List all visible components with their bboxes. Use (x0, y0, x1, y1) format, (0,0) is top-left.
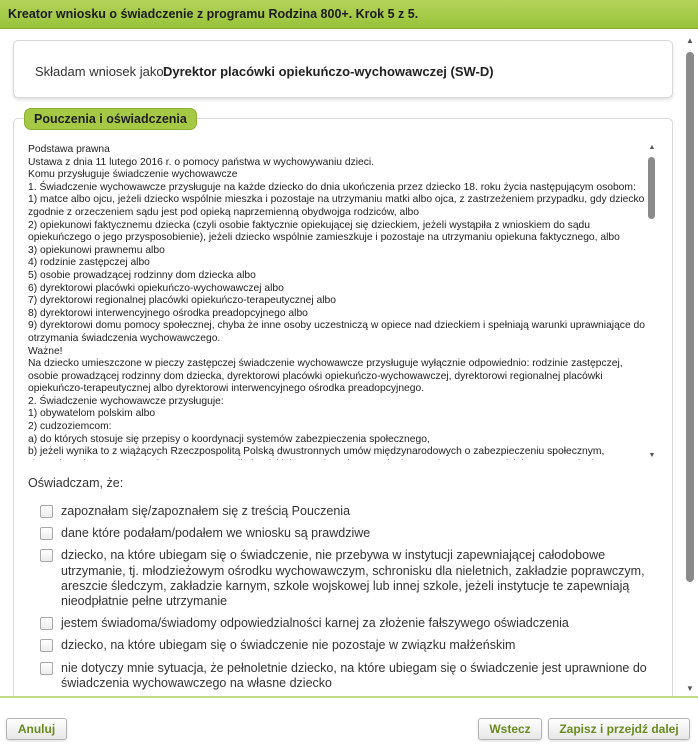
notice-line: 1. Świadczenie wychowawcze przysługuje na każde dziecko do dnia ukończenia przez dziecko 18. roku życia następującym osobom: (28, 181, 636, 193)
notice-line: Na dziecko umieszczone w pieczy zastępczej świadczenie wychowawcze przysługuje wyłącznie odpowiednio: rodzinie zastępczej, osobie prowadzącej rodzinny dom dziecka, dyrektorowi placówki opiekuńczo-wychowawczej, dyrektorowi regionalnej placówki opiekuńczo-terapeutycznej albo dyrektorowi interwencyjnego ośrodka preadopcyjnego. (28, 358, 626, 395)
declaration-checkbox[interactable] (40, 662, 53, 675)
scroll-down-icon[interactable]: ▼ (686, 684, 694, 693)
notice-line: b) jeżeli wynika to z wiążących Rzeczpospolitą Polską dwustronnych umów międzynarodowych o zabezpieczeniu społecznym, (28, 446, 605, 458)
notice-line: 2) opiekunowi faktycznemu dziecka (czyli osobie faktycznie opiekującej się dzieckiem, jeżeli wystąpiła z wnioskiem do sądu opiekuńczego o jego przysposobienie), jeżeli dziecko wspólnie zamieszkuje i pozostaje na utrzymaniu opiekuna faktycznego, albo (28, 219, 620, 244)
notice-line: Ustawa z dnia 11 lutego 2016 r. o pomocy państwa w wychowywaniu dzieci. (28, 156, 375, 168)
declaration-checkbox[interactable] (40, 639, 53, 652)
applicant-type-value: Dyrektor placówki opiekuńczo-wychowawczej (SW-D) (163, 64, 494, 79)
notice-line: 3) opiekunowi prawnemu albo (28, 244, 165, 256)
notice-line: 6) dyrektorowi placówki opiekuńczo-wychowawczej albo (28, 282, 284, 294)
wizard-content (0, 30, 698, 696)
declarations-label: Oświadczam, że: (28, 476, 124, 490)
declaration-item (40, 616, 650, 631)
declaration-text[interactable]: jestem świadoma/świadomy odpowiedzialności karnej za złożenie fałszywego oświadczenia (61, 616, 569, 631)
applicant-type-label: Składam wniosek jako: (35, 64, 168, 79)
declaration-item (40, 548, 650, 609)
declaration-item (40, 638, 650, 653)
declaration-text[interactable]: dane które podałam/podałem we wniosku są prawdziwe (61, 526, 371, 541)
wizard-footer (0, 696, 698, 752)
declaration-checkbox[interactable] (40, 617, 53, 630)
notice-line: a) do których stosuje się przepisy o koordynacji systemów zabezpieczenia społecznego, (28, 433, 430, 445)
declaration-checkbox[interactable] (40, 505, 53, 518)
save-and-continue-button[interactable]: Zapisz i przejdź dalej (548, 718, 690, 740)
notice-line: 1) matce albo ojcu, jeżeli dziecko wspólnie mieszka i pozostaje na utrzymaniu matki albo ojca, z zastrzeżeniem przypadku, gdy dziecko zgodnie z orzeczeniem sądu jest pod opieką naprzemienną obydwojga rodziców, albo (28, 194, 645, 218)
notice-line: 8) dyrektorowi interwencyjnego ośrodka preadopcyjnego albo (28, 307, 308, 319)
notice-line: Podstawa prawna (28, 144, 110, 155)
declaration-text[interactable]: dziecko, na które ubiegam się o świadczenie, nie przebywa w instytucji zapewniającej całodobowe utrzymanie, tj. młodzieżowym ośrodku wychowawczym, schronisku dla nieletnich, zakładzie poprawczym, areszcie śledczym, zakładzie karnym, szkole wojskowej lub innej szkole, jeżeli instytucje te zapewniają nieodpłatnie pełne utrzymanie (61, 548, 645, 609)
notice-line: 7) dyrektorowi regionalnej placówki opiekuńczo-terapeutycznej albo (28, 295, 336, 307)
notice-line: 1) obywatelom polskim albo (28, 408, 156, 420)
notice-scrollbar[interactable] (647, 144, 657, 460)
declaration-checkbox[interactable] (40, 549, 53, 562)
notice-line: 5) osobie prowadzącej rodzinny dom dziecka albo (28, 269, 256, 281)
scroll-up-icon[interactable]: ▲ (686, 36, 694, 45)
cancel-button[interactable]: Anuluj (6, 718, 67, 740)
notice-line (28, 459, 646, 460)
declaration-item (40, 661, 650, 691)
notice-line: 2. Świadczenie wychowawcze przysługuje: (28, 395, 224, 407)
notice-line: 4) rodzinie zastępczej albo (28, 257, 150, 269)
notice-line: 2) cudzoziemcom: (28, 421, 112, 433)
notice-line: 9) dyrektorowi domu pomocy społecznej, chyba że inne osoby uczestniczą w opiece nad dzieckiem i spełniają warunki uprawniające do otrzymania świadczenia wychowawczego. (28, 320, 645, 344)
declaration-text[interactable]: dziecko, na które ubiegam się o świadczenie nie pozostaje w związku małżeńskim (61, 638, 516, 653)
notice-line: Ważne! (28, 345, 63, 357)
page-scrollbar[interactable] (684, 36, 696, 694)
declarations-list (40, 504, 650, 696)
scroll-up-icon[interactable]: ▲ (648, 144, 656, 151)
declaration-item (40, 526, 650, 541)
section-title-tab: Pouczenia i oświadczenia (24, 108, 197, 130)
declaration-checkbox[interactable] (40, 527, 53, 540)
back-button[interactable]: Wstecz (478, 718, 542, 740)
notice-text-area[interactable] (28, 144, 646, 460)
notice-scroll-thumb[interactable] (648, 157, 655, 219)
notice-line: Komu przysługuje świadczenie wychowawcze (28, 169, 238, 181)
declaration-item (40, 504, 650, 519)
page-scroll-thumb[interactable] (686, 52, 694, 582)
scroll-down-icon[interactable]: ▼ (648, 452, 656, 459)
applicant-type-panel (13, 40, 673, 98)
window-title: Kreator wniosku o świadczenie z programu Rodzina 800+. Krok 5 z 5. (0, 0, 698, 29)
declaration-text[interactable]: nie dotyczy mnie sytuacja, że pełnoletnie dziecko, na które ubiegam się o świadczenie jest uprawnione do świadczenia wychowawczego na własne dziecko (61, 660, 647, 690)
declaration-text[interactable]: zapoznałam się/zapoznałem się z treścią Pouczenia (61, 504, 351, 518)
